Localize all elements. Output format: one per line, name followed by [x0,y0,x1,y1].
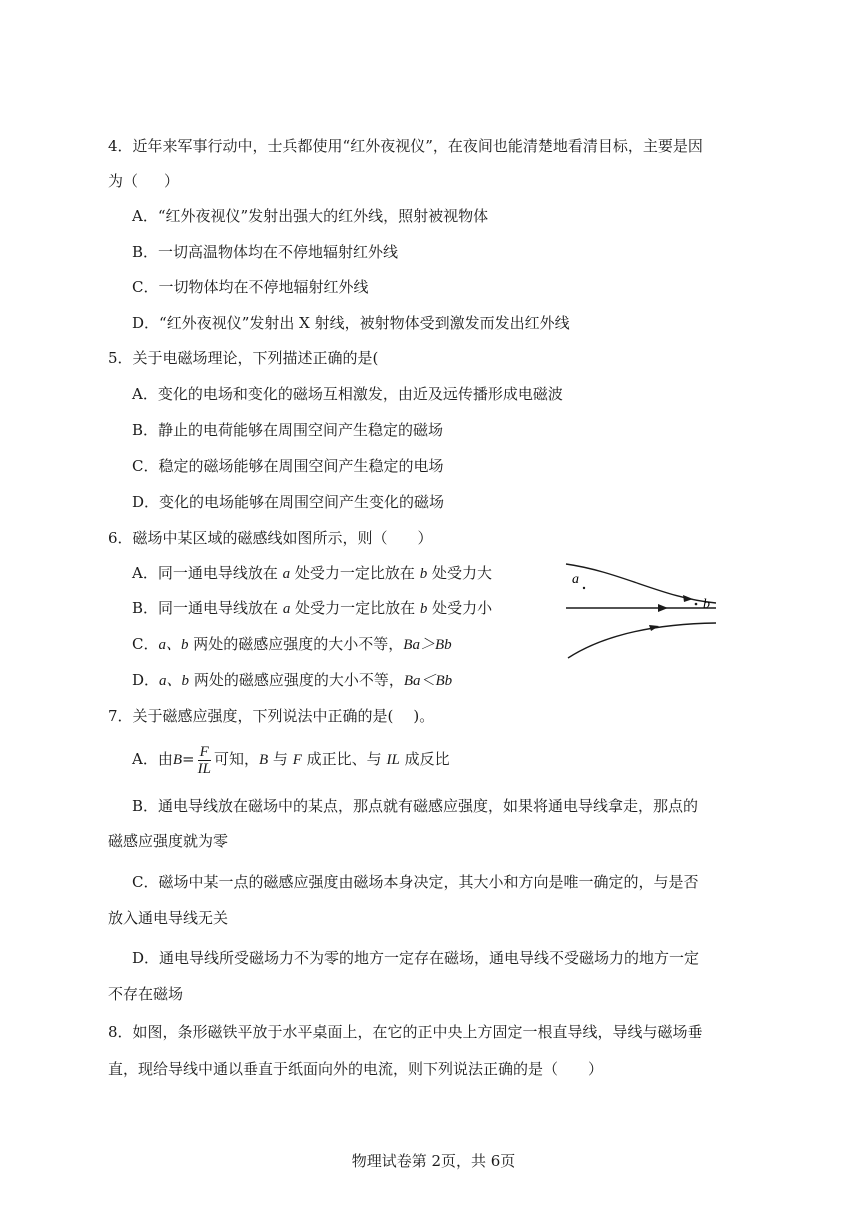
q4-option-a: A．“红外夜视仪”发射出强大的红外线，照射被视物体 [132,207,489,225]
q6-c-vars: a、b [158,637,189,653]
q6-option-c [132,634,452,655]
field-line-bottom [568,623,716,658]
q7-option-c-line1: C．磁场中某一点的磁感应强度由磁场本身决定，其大小和方向是唯一确定的，与是否 [132,873,699,891]
q6-d-text1: D． [132,671,160,689]
arrow-middle-icon [658,604,668,612]
q6-option-d [132,670,452,691]
point-a-dot [583,587,585,589]
q7-option-b-line1: B．通电导线放在磁场中的某点，那点就有磁感应强度，如果将通电导线拿走，那点的 [132,797,699,815]
q6-a-var-a: a [282,566,291,582]
q6-a-text3: 处受力大 [431,564,492,582]
q5-option-c: C．稳定的磁场能够在周围空间产生稳定的电场 [132,457,444,475]
q7-a-var-b2: B [258,752,269,768]
q8-stem-line1: 8．如图，条形磁铁平放于水平桌面上，在它的正中央上方固定一根直导线，导线与磁场垂 [108,1023,703,1041]
q4-option-b: B．一切高温物体均在不停地辐射红外线 [132,243,399,261]
q7-stem [108,706,434,726]
q7-a-numerator: F [198,744,211,761]
q7-a-var-b: B [172,752,183,768]
q7-option-d-line2: 不存在磁场 [108,985,184,1003]
q6-stem [108,528,433,548]
q7-option-b-line2: 磁感应强度就为零 [108,832,229,850]
q7-option-a [132,742,450,777]
point-b-dot [695,603,698,606]
q6-c-relation: Ba＞Bb [403,637,452,653]
q7-a-text2: 可知， [213,750,259,768]
q5-stem: 5．关于电磁场理论，下列描述正确的是( [108,349,379,367]
q6-d-text2: 两处的磁感应强度的大小不等， [193,671,404,689]
q7-a-text5: 成反比 [404,750,450,768]
q6-stem-text: 6．磁场中某区域的磁感线如图所示，则（ [108,529,388,547]
q4-option-c: C．一切物体均在不停地辐射红外线 [132,278,369,296]
q4-stem-close: ） [164,172,180,190]
q6-stem-close: ） [417,529,433,547]
q6-b-text2: 处受力一定比放在 [295,599,416,617]
q7-stem-close: )。 [413,707,435,725]
q6-b-text1: B．同一通电导线放在 [132,599,279,617]
q6-option-a [132,563,492,584]
q7-a-denominator: IL [197,760,211,777]
arrow-top-icon [683,595,693,602]
figure-label-a: a [572,572,579,587]
q8-stem-line2 [108,1059,603,1079]
figure-label-b: b [703,597,710,612]
page-footer: 物理试卷第 2页，共 6页 [351,1152,516,1170]
q5-option-d: D．变化的电场能够在周围空间产生变化的磁场 [132,493,445,511]
q7-a-var-il: IL [386,752,400,768]
q6-b-text3: 处受力小 [432,599,493,617]
q6-a-var-b: b [419,566,428,582]
q6-option-b [132,598,492,619]
q7-a-text3: 与 [272,750,288,768]
q6-d-vars: a、b [159,673,190,689]
q7-a-fraction [198,744,211,777]
q7-a-text4: 成正比、与 [306,750,382,768]
q4-stem-line2 [108,171,179,191]
q6-a-text2: 处受力一定比放在 [294,564,415,582]
q6-b-var-a: a [282,601,291,617]
q5-option-b: B．静止的电荷能够在周围空间产生稳定的磁场 [132,421,444,439]
q7-a-text1: A．由 [132,750,173,768]
q4-option-d: D．“红外夜视仪”发射出 X 射线，被射物体受到激发而发出红外线 [132,314,570,332]
q8-stem-close: ） [588,1060,604,1078]
field-line-top [566,564,716,603]
magnetic-field-lines-figure [562,560,722,664]
q6-c-text1: C． [132,635,159,653]
q4-stem-text: 为（ [108,172,139,190]
q7-option-c-line2: 放入通电导线无关 [108,909,229,927]
q6-d-relation: Ba＜Bb [403,673,453,689]
q4-stem-line1: 4．近年来军事行动中，士兵都使用“红外夜视仪”，在夜间也能清楚地看清目标，主要是因 [108,137,703,155]
q7-a-var-f: F [292,752,302,768]
q7-a-equals: = [182,750,195,768]
q7-option-d-line1: D．通电导线所受磁场力不为零的地方一定存在磁场，通电导线不受磁场力的地方一定 [132,949,700,967]
q6-a-text1: A．同一通电导线放在 [132,564,278,582]
q6-c-text2: 两处的磁感应强度的大小不等， [193,635,404,653]
q5-option-a: A．变化的电场和变化的磁场互相激发，由近及远传播形成电磁波 [132,385,563,403]
q8-stem-text: 直，现给导线中通以垂直于纸面向外的电流，则下列说法正确的是（ [108,1060,559,1078]
q6-b-var-b: b [419,601,428,617]
q7-stem-text: 7．关于磁感应强度，下列说法中正确的是( [108,707,394,725]
